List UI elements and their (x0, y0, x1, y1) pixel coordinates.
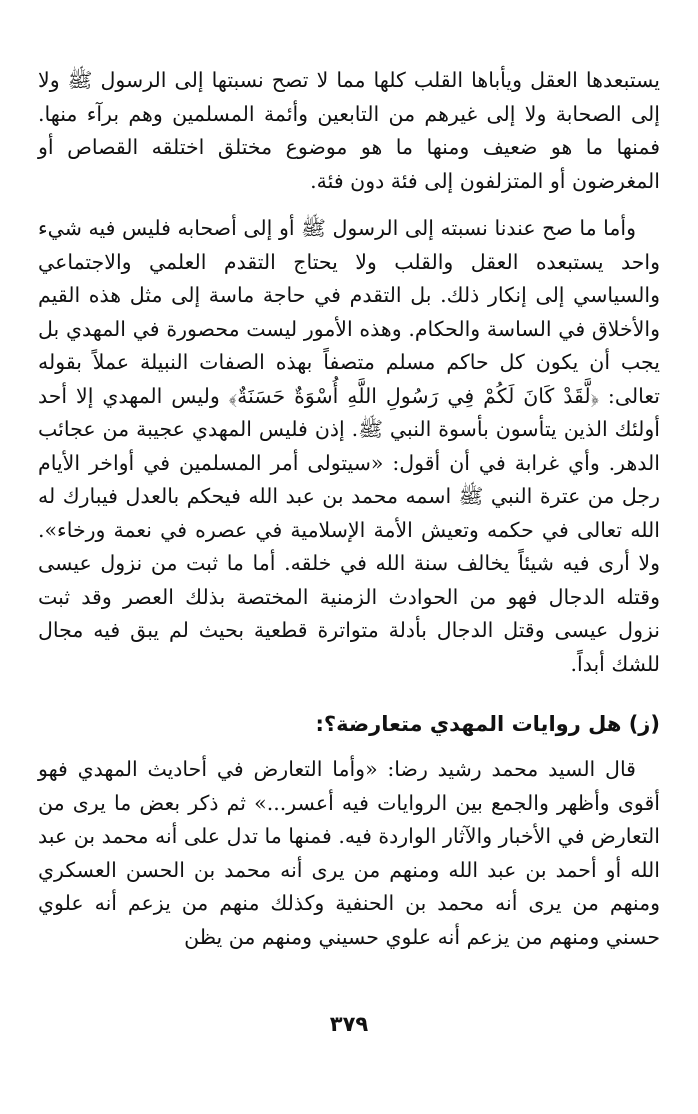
page-body (38, 64, 660, 954)
paragraph-authentic-narrations: وأما ما صح عندنا نسبته إلى الرسول ﷺ أو إلى أصحابه فليس فيه شيء واحد يستبعده العقل والقلب ولا يحتاج التقدم العلمي والاجتماعي والسياسي إلى إنكار ذلك. بل التقدم في حاجة ماسة إلى مثل هذه القيم والأخلاق في الساسة والحكام. وهذه الأمور ليست محصورة في المهدي بل يجب أن يكون كل حاكم مسلم متصفاً بهذه الصفات النبيلة عملاً بقوله تعالى: ﴿لَّقَدْ كَانَ لَكُمْ فِي رَسُولِ اللَّهِ أُسْوَةٌ حَسَنَةٌ﴾ وليس المهدي إلا أحد أولئك الذين يتأسون بأسوة النبي ﷺ. إذن فليس المهدي عجيبة من عجائب الدهر. وأي غرابة في أن أقول: «سيتولى أمر المسلمين في أواخر الأيام رجل من عترة النبي ﷺ اسمه محمد بن عبد الله فيحكم بالعدل فيبارك له الله تعالى في حكمه وتعيش الأمة الإسلامية في عصره في نعمة ورخاء». ولا أرى فيه شيئاً يخالف سنة الله في خلقه. أما ما ثبت من نزول عيسى وقتله الدجال فهو من الحوادث الزمنية المختصة بذلك العصر وقد ثبت نزول عيسى وقتل الدجال بأدلة متواترة قطعية بحيث لم يبق فيه مجال للشك أبداً. (38, 216, 660, 676)
page-number: ٣٧٩ (329, 1012, 369, 1036)
section-heading: (ز) هل روايات المهدي متعارضة؟: (315, 712, 660, 736)
paragraph-continuation: يستبعدها العقل ويأباها القلب كلها مما لا تصح نسبتها إلى الرسول ﷺ ولا إلى الصحابة ولا إلى غيرهم من التابعين وأئمة المسلمين وهم برآء منها. فمنها ما هو ضعيف ومنها ما هو موضوع مختلق اختلقه القصاص أو المغرضون أو المتزلفون إلى فئة دون فئة. (38, 68, 660, 193)
paragraph-rashid-rida-quote: قال السيد محمد رشيد رضا: «وأما التعارض في أحاديث المهدي فهو أقوى وأظهر والجمع بين الروايات فيه أعسر...» ثم ذكر بعض ما يرى من التعارض في الأخبار والآثار الواردة فيه. فمنها ما تدل على أنه محمد بن عبد الله أو أحمد بن عبد الله ومنهم من يرى أنه محمد بن الحسن العسكري ومنهم من يرى أنه محمد بن الحنفية وكذلك منهم من يزعم أنه علوي حسني ومنهم من يزعم أنه علوي حسيني ومنهم من يظن (38, 757, 660, 949)
